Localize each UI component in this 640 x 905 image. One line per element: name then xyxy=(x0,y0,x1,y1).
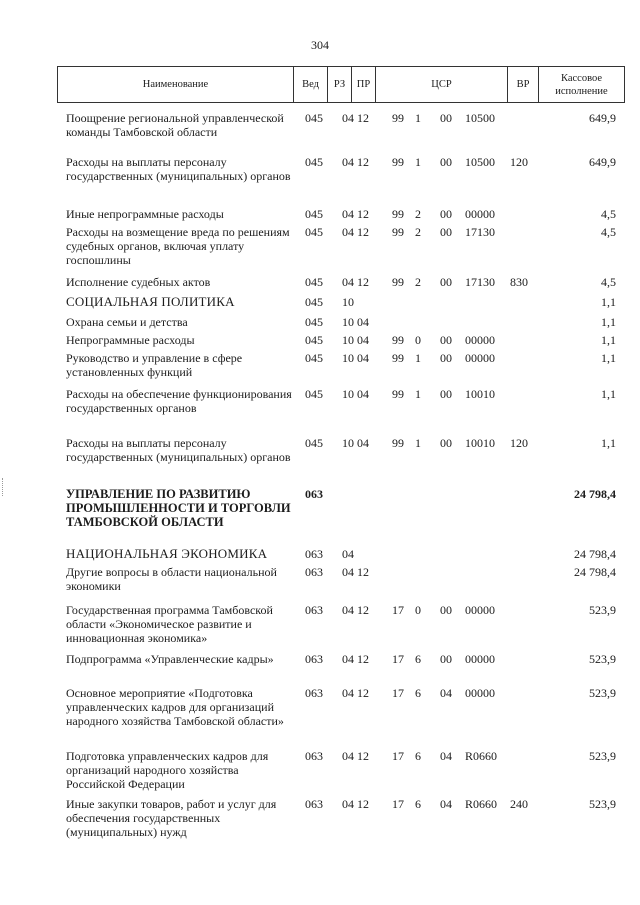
cell-pr: 12 xyxy=(357,275,369,289)
cell-pr: 12 xyxy=(357,652,369,666)
cell-c2: 6 xyxy=(415,686,421,700)
cell-rz: 10 xyxy=(342,387,354,401)
cell-c2: 2 xyxy=(415,207,421,221)
cell-c1: 17 xyxy=(392,749,404,763)
cell-c3: 00 xyxy=(440,207,452,221)
cell-c3: 00 xyxy=(440,275,452,289)
cell-pr: 12 xyxy=(357,155,369,169)
cell-rz: 04 xyxy=(342,207,354,221)
cell-name: Расходы на обеспечение функционирования государственных органов xyxy=(66,387,292,415)
cell-ved: 063 xyxy=(305,603,323,617)
cell-rz: 10 xyxy=(342,351,354,365)
cell-name: Расходы на выплаты персоналу государственных (муниципальных) органов xyxy=(66,436,291,464)
cell-c3: 00 xyxy=(440,333,452,347)
page-number: 304 xyxy=(311,38,329,52)
cell-c1: 99 xyxy=(392,155,404,169)
cell-sum: 4,5 xyxy=(601,225,616,239)
cell-ved: 063 xyxy=(305,686,323,700)
cell-c3: 04 xyxy=(440,686,452,700)
cell-name: Расходы на выплаты персоналу государственных (муниципальных) органов xyxy=(66,155,291,183)
header-name: Наименование xyxy=(58,67,294,102)
cell-sum: 1,1 xyxy=(601,333,616,347)
cell-sum: 4,5 xyxy=(601,275,616,289)
cell-pr: 12 xyxy=(357,225,369,239)
cell-name: Подготовка управленческих кадров для организаций народного хозяйства Российской Федерации xyxy=(66,749,269,791)
cell-rz: 04 xyxy=(342,111,354,125)
cell-c1: 99 xyxy=(392,351,404,365)
cell-pr: 04 xyxy=(357,315,369,329)
cell-name: Охрана семьи и детства xyxy=(66,315,188,329)
cell-c1: 99 xyxy=(392,436,404,450)
cell-c2: 0 xyxy=(415,603,421,617)
cell-c3: 04 xyxy=(440,749,452,763)
cell-rz: 04 xyxy=(342,547,354,561)
cell-c4: 10500 xyxy=(465,111,495,125)
cell-pr: 12 xyxy=(357,686,369,700)
cell-name: Подпрограмма «Управленческие кадры» xyxy=(66,652,274,666)
cell-ved: 045 xyxy=(305,295,323,309)
header-pr: ПР xyxy=(352,67,376,102)
cell-c2: 0 xyxy=(415,333,421,347)
header-vr: ВР xyxy=(508,67,539,102)
cell-pr: 04 xyxy=(357,333,369,347)
cell-c2: 2 xyxy=(415,275,421,289)
cell-c4: 00000 xyxy=(465,351,495,365)
cell-c1: 99 xyxy=(392,387,404,401)
cell-c2: 6 xyxy=(415,749,421,763)
cell-c4: 10010 xyxy=(465,387,495,401)
cell-name: УПРАВЛЕНИЕ ПО РАЗВИТИЮ ПРОМЫШЛЕННОСТИ И ТОРГОВЛИ ТАМБОВСКОЙ ОБЛАСТИ xyxy=(66,487,291,529)
cell-sum: 1,1 xyxy=(601,351,616,365)
cell-c4: 00000 xyxy=(465,652,495,666)
cell-name: Государственная программа Тамбовской области «Экономическое развитие и инновационная экономика» xyxy=(66,603,273,645)
cell-c4: R0660 xyxy=(465,797,498,811)
cell-rz: 04 xyxy=(342,797,354,811)
cell-c1: 17 xyxy=(392,797,404,811)
cell-sum: 1,1 xyxy=(601,436,616,450)
cell-vr: 120 xyxy=(510,436,528,450)
cell-sum: 523,9 xyxy=(589,749,616,763)
header-csr: ЦСР xyxy=(376,67,508,102)
cell-c4: 17130 xyxy=(465,225,495,239)
table-header xyxy=(57,66,625,103)
cell-pr: 12 xyxy=(357,749,369,763)
margin-scan-mark xyxy=(2,478,4,496)
cell-pr: 04 xyxy=(357,436,369,450)
cell-ved: 045 xyxy=(305,275,323,289)
cell-c3: 00 xyxy=(440,351,452,365)
cell-ved: 045 xyxy=(305,351,323,365)
cell-rz: 10 xyxy=(342,333,354,347)
cell-c2: 6 xyxy=(415,797,421,811)
cell-ved: 063 xyxy=(305,487,323,501)
cell-name: Исполнение судебных актов xyxy=(66,275,211,289)
cell-rz: 04 xyxy=(342,749,354,763)
cell-pr: 04 xyxy=(357,387,369,401)
cell-ved: 063 xyxy=(305,797,323,811)
cell-sum: 523,9 xyxy=(589,603,616,617)
cell-rz: 04 xyxy=(342,225,354,239)
cell-name: Поощрение региональной управленческой команды Тамбовской области xyxy=(66,111,284,139)
cell-ved: 045 xyxy=(305,315,323,329)
cell-c2: 2 xyxy=(415,225,421,239)
cell-name: Руководство и управление в сфере установленных функций xyxy=(66,351,243,379)
cell-c4: R0660 xyxy=(465,749,498,763)
cell-c1: 99 xyxy=(392,111,404,125)
cell-sum: 649,9 xyxy=(589,155,616,169)
cell-name: Основное мероприятие «Подготовка управленческих кадров для организаций народного хозяйства Тамбовской области» xyxy=(66,686,284,728)
cell-ved: 045 xyxy=(305,207,323,221)
cell-pr: 12 xyxy=(357,797,369,811)
cell-name: Иные непрограммные расходы xyxy=(66,207,224,221)
cell-pr: 12 xyxy=(357,207,369,221)
cell-ved: 045 xyxy=(305,387,323,401)
cell-ved: 045 xyxy=(305,225,323,239)
cell-ved: 063 xyxy=(305,565,323,579)
cell-sum: 523,9 xyxy=(589,797,616,811)
cell-ved: 063 xyxy=(305,547,323,561)
cell-ved: 045 xyxy=(305,111,323,125)
cell-c4: 10500 xyxy=(465,155,495,169)
cell-c1: 17 xyxy=(392,603,404,617)
cell-rz: 10 xyxy=(342,436,354,450)
cell-ved: 045 xyxy=(305,333,323,347)
cell-c4: 00000 xyxy=(465,686,495,700)
cell-c3: 00 xyxy=(440,436,452,450)
cell-sum: 1,1 xyxy=(601,295,616,309)
cell-c3: 00 xyxy=(440,652,452,666)
cell-ved: 063 xyxy=(305,652,323,666)
cell-c1: 99 xyxy=(392,225,404,239)
cell-c3: 00 xyxy=(440,603,452,617)
cell-c2: 1 xyxy=(415,436,421,450)
cell-c1: 99 xyxy=(392,333,404,347)
cell-vr: 240 xyxy=(510,797,528,811)
cell-sum: 1,1 xyxy=(601,315,616,329)
header-rz: РЗ xyxy=(328,67,352,102)
cell-c4: 17130 xyxy=(465,275,495,289)
cell-ved: 045 xyxy=(305,436,323,450)
cell-rz: 10 xyxy=(342,315,354,329)
cell-pr: 04 xyxy=(357,351,369,365)
cell-c4: 00000 xyxy=(465,333,495,347)
cell-name: СОЦИАЛЬНАЯ ПОЛИТИКА xyxy=(66,294,235,309)
cell-rz: 04 xyxy=(342,155,354,169)
cell-vr: 120 xyxy=(510,155,528,169)
cell-rz: 04 xyxy=(342,275,354,289)
cell-rz: 04 xyxy=(342,652,354,666)
cell-c3: 04 xyxy=(440,797,452,811)
cell-sum: 24 798,4 xyxy=(574,565,616,579)
cell-c4: 00000 xyxy=(465,207,495,221)
cell-sum: 1,1 xyxy=(601,387,616,401)
header-sum: Кассовое исполнение xyxy=(555,72,608,97)
cell-c2: 1 xyxy=(415,111,421,125)
cell-sum: 4,5 xyxy=(601,207,616,221)
cell-sum: 24 798,4 xyxy=(574,547,616,561)
cell-pr: 12 xyxy=(357,603,369,617)
cell-ved: 063 xyxy=(305,749,323,763)
cell-c1: 99 xyxy=(392,207,404,221)
cell-rz: 10 xyxy=(342,295,354,309)
cell-sum: 523,9 xyxy=(589,686,616,700)
cell-c3: 00 xyxy=(440,111,452,125)
cell-c3: 00 xyxy=(440,225,452,239)
cell-c1: 99 xyxy=(392,275,404,289)
cell-ved: 045 xyxy=(305,155,323,169)
cell-name: Непрограммные расходы xyxy=(66,333,195,347)
cell-name: Иные закупки товаров, работ и услуг для обеспечения государственных (муниципальных) нужд xyxy=(66,797,277,839)
header-ved: Вед xyxy=(294,67,328,102)
cell-c1: 17 xyxy=(392,686,404,700)
cell-sum: 24 798,4 xyxy=(574,487,616,501)
cell-name: НАЦИОНАЛЬНАЯ ЭКОНОМИКА xyxy=(66,546,268,561)
cell-c2: 1 xyxy=(415,387,421,401)
cell-sum: 649,9 xyxy=(589,111,616,125)
cell-c2: 6 xyxy=(415,652,421,666)
cell-name: Другие вопросы в области национальной экономики xyxy=(66,565,277,593)
cell-sum: 523,9 xyxy=(589,652,616,666)
cell-c2: 1 xyxy=(415,155,421,169)
cell-rz: 04 xyxy=(342,603,354,617)
cell-vr: 830 xyxy=(510,275,528,289)
cell-rz: 04 xyxy=(342,565,354,579)
cell-c3: 00 xyxy=(440,155,452,169)
cell-c4: 10010 xyxy=(465,436,495,450)
cell-name: Расходы на возмещение вреда по решениям судебных органов, включая уплату госпошлины xyxy=(66,225,290,267)
cell-pr: 12 xyxy=(357,111,369,125)
cell-c4: 00000 xyxy=(465,603,495,617)
cell-c2: 1 xyxy=(415,351,421,365)
cell-pr: 12 xyxy=(357,565,369,579)
cell-rz: 04 xyxy=(342,686,354,700)
cell-c1: 17 xyxy=(392,652,404,666)
cell-c3: 00 xyxy=(440,387,452,401)
